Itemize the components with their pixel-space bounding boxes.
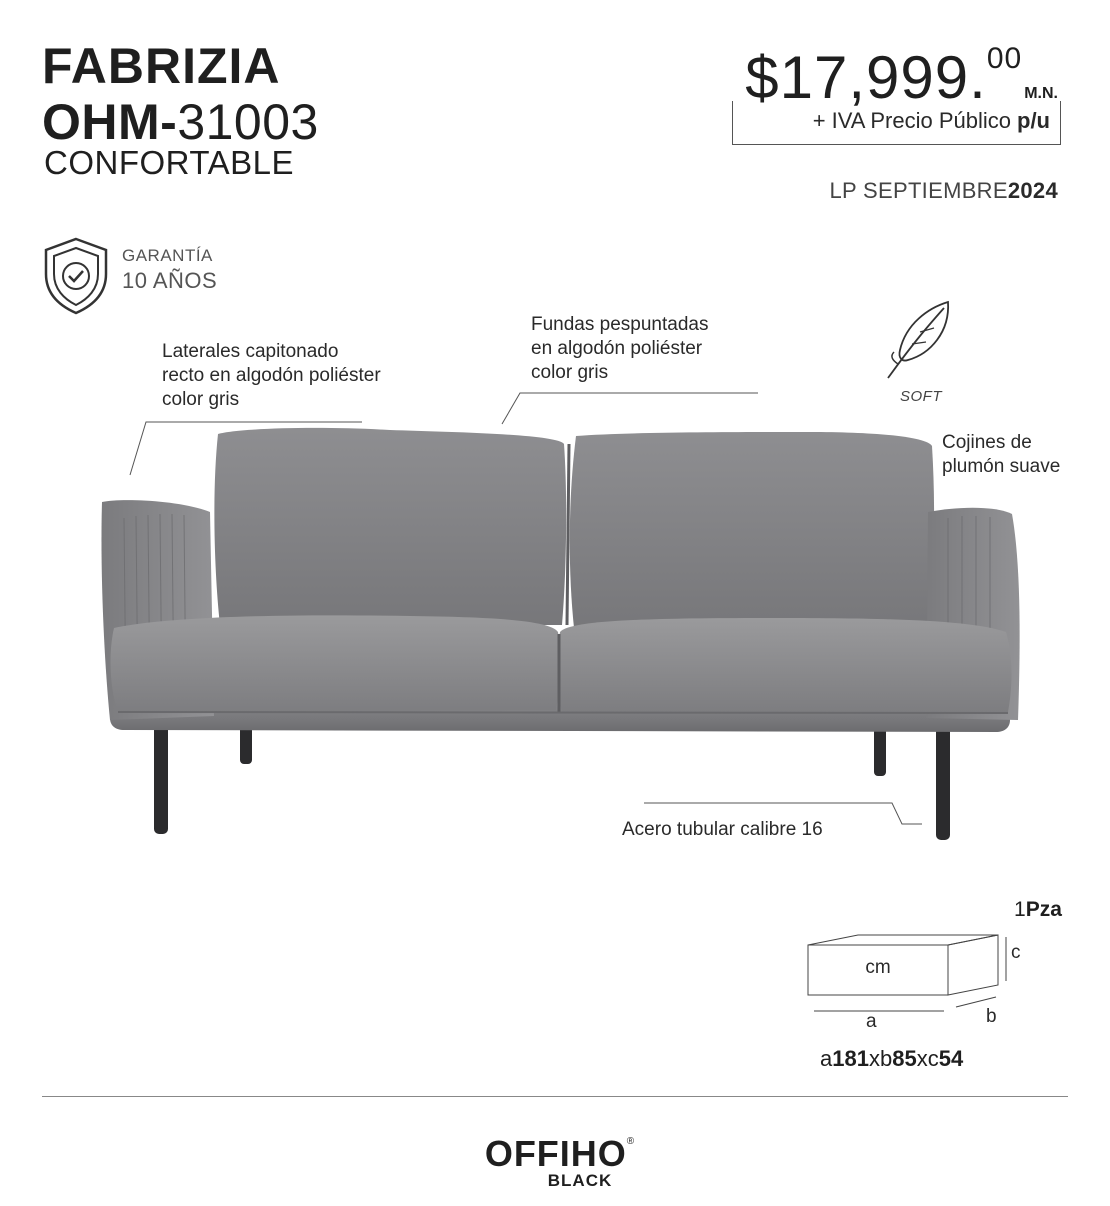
dimension-b-label: b <box>986 1006 997 1027</box>
price-list-year: 2024 <box>1007 178 1058 203</box>
model-prefix: OHM- <box>42 94 178 150</box>
dim-a-letter: a <box>820 1046 833 1071</box>
price-note-text: + IVA Precio Público <box>812 108 1011 133</box>
callout-line: color gris <box>531 362 609 383</box>
callout-line: Laterales capitonado <box>162 341 339 362</box>
price-unit: p/u <box>1017 108 1050 133</box>
dimensions-values <box>820 1046 963 1072</box>
dim-a-value: 181 <box>832 1046 869 1071</box>
price-cents: 00 <box>986 42 1023 75</box>
callout-line: recto en algodón poliéster <box>162 365 381 386</box>
warranty-years: 10 AÑOS <box>122 268 218 293</box>
dimension-c-label: c <box>1011 942 1021 963</box>
dim-b-letter: b <box>879 1046 893 1071</box>
dim-b-value: 85 <box>892 1046 917 1071</box>
product-line: CONFORTABLE <box>44 144 294 181</box>
dim-c-value: 54 <box>938 1046 964 1071</box>
dim-separator: x <box>916 1046 928 1071</box>
logo-sub: BLACK <box>547 1171 613 1190</box>
sofa-image <box>90 420 1030 850</box>
product-name: FABRIZIA <box>42 38 281 94</box>
dimension-unit: cm <box>865 957 891 978</box>
pieces-unit: Pza <box>1025 898 1062 921</box>
logo-main: OFFIHO <box>484 1133 627 1174</box>
model-number: 31003 <box>177 94 319 150</box>
callout-legs: Acero tubular calibre 16 <box>622 819 823 840</box>
callout-line: Fundas pespuntadas <box>531 314 709 335</box>
dim-separator: x <box>868 1046 880 1071</box>
logo-registered: ® <box>626 1136 636 1147</box>
dimension-box-diagram <box>800 925 1040 1035</box>
callout-line: Cojines de <box>942 432 1032 453</box>
brand-logo <box>450 1124 670 1190</box>
dim-c-letter: c <box>927 1046 939 1071</box>
dimension-a-label: a <box>866 1011 877 1032</box>
footer-divider <box>42 1096 1068 1097</box>
soft-label: SOFT <box>900 388 942 405</box>
pieces-count <box>1014 898 1062 922</box>
price-amount: $17,999. <box>745 44 987 111</box>
callout-line: en algodón poliéster <box>531 338 703 359</box>
pieces-number: 1 <box>1014 898 1026 921</box>
warranty-label: GARANTÍA <box>122 246 213 265</box>
price-list-label: LP SEPTIEMBRE <box>829 178 1008 203</box>
callout-line: color gris <box>162 389 240 410</box>
callout-line: plumón suave <box>942 456 1061 477</box>
price-currency: M.N. <box>1024 85 1058 102</box>
